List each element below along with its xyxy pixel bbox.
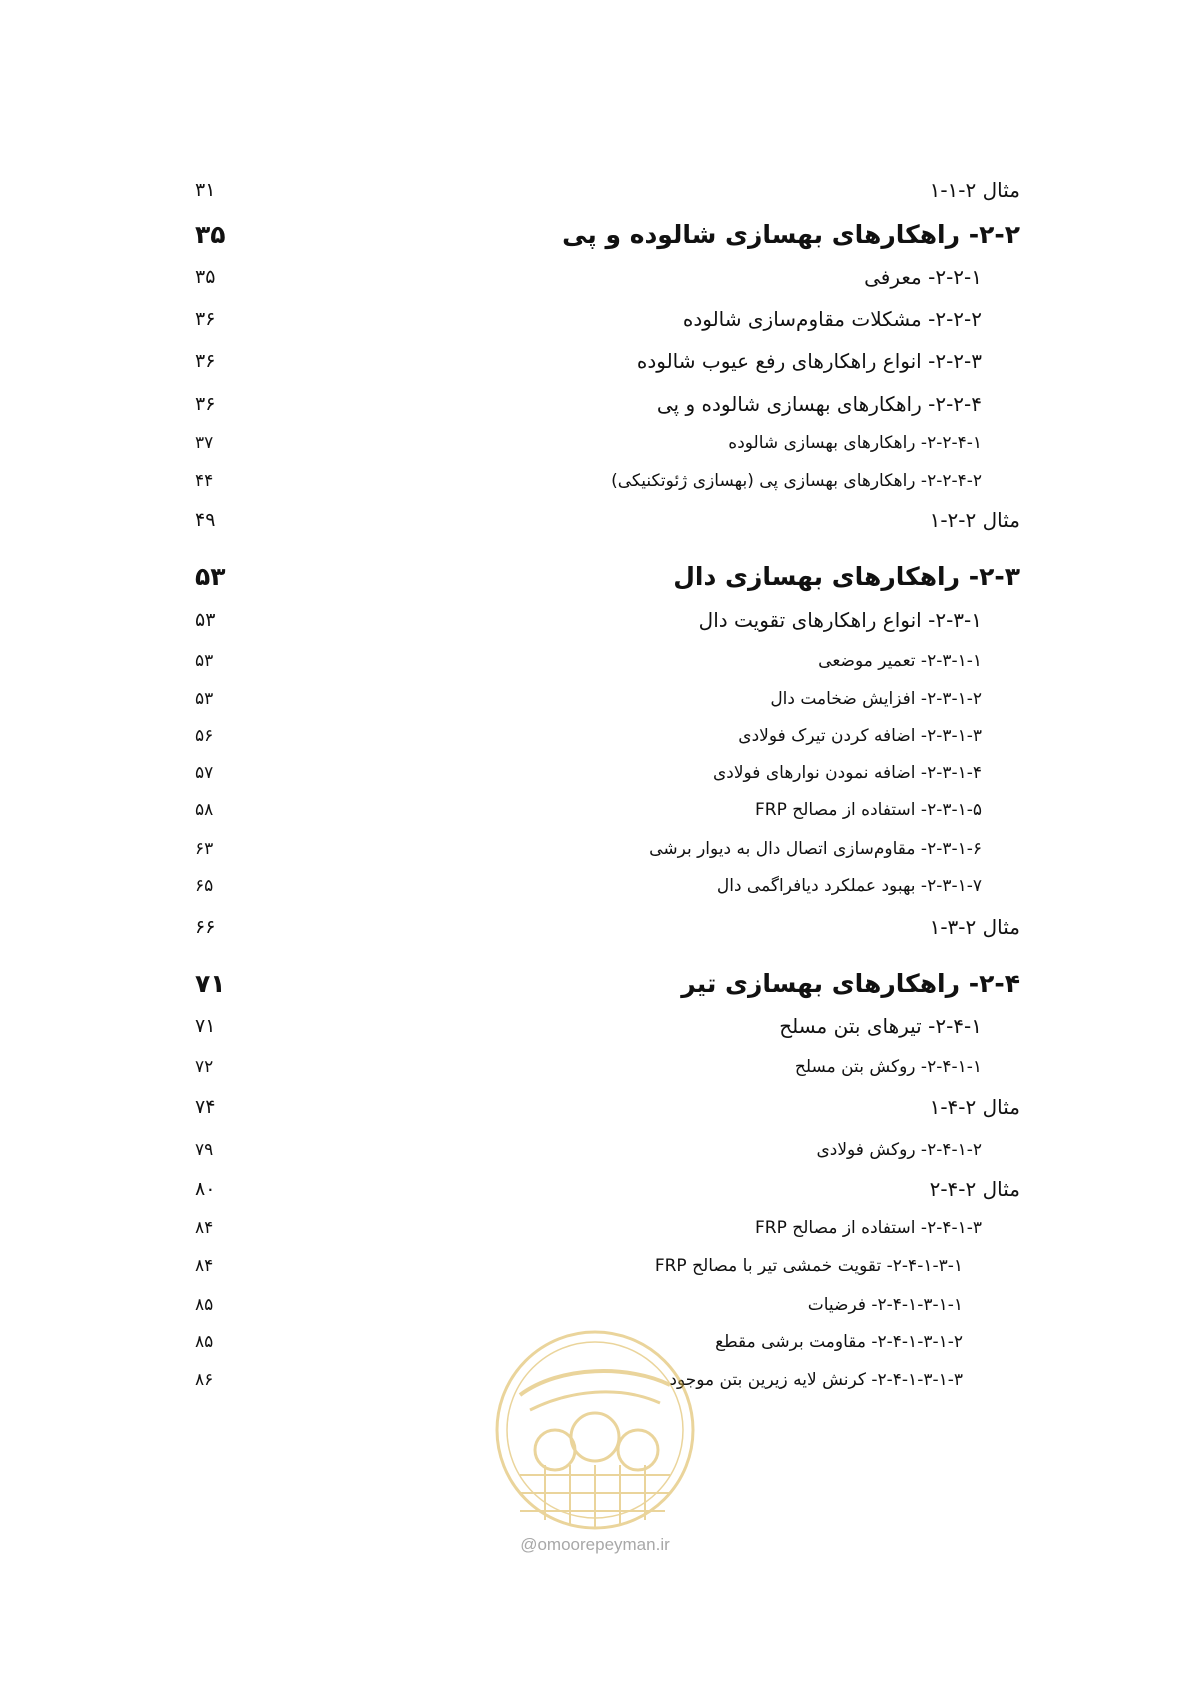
toc-entry-title: ۲-۲-۴-۱- راهکارهای بهسازی شالوده [728, 433, 982, 453]
toc-entry-page: ۵۳ [195, 651, 214, 671]
toc-entry-title: ۲-۴-۱-۱- روکش بتن مسلح [794, 1057, 982, 1077]
toc-entry[interactable] [195, 423, 1020, 463]
toc-entry-title: مثال ۲-۱-۱ [929, 178, 1020, 202]
toc-entry-page: ۶۳ [195, 839, 214, 859]
toc-entry-title: ۲-۳-۱-۶- مقاوم‌سازی اتصال دال به دیوار برشی [649, 839, 982, 859]
toc-entry-page: ۸۰ [195, 1178, 216, 1200]
toc-entry[interactable] [195, 963, 1020, 1003]
toc-entry[interactable] [195, 829, 1020, 869]
toc-entry-title: ۲-۴-۱-۳-۱- تقویت خمشی تیر با مصالح FRP [654, 1256, 963, 1276]
toc-entry-title: ۲-۳-۱-۳- اضافه کردن تیرک فولادی [738, 726, 982, 746]
toc-entry-page: ۳۱ [195, 179, 216, 201]
toc-entry[interactable] [195, 500, 1020, 540]
toc-entry-page: ۳۶ [195, 393, 216, 415]
toc-entry-page: ۵۳ [195, 609, 216, 631]
toc-entry[interactable] [195, 1169, 1020, 1209]
toc-entry-page: ۶۵ [195, 876, 214, 896]
toc-entry-page: ۸۴ [195, 1256, 214, 1276]
toc-entry-page: ۵۶ [195, 726, 214, 746]
toc-entry[interactable] [195, 170, 1020, 210]
toc-entry-title: ۲-۳-۱-۱- تعمیر موضعی [818, 651, 982, 671]
toc-entry-title: ۲-۴-۱- تیرهای بتن مسلح [779, 1014, 982, 1038]
toc-entry-page: ۷۴ [195, 1096, 216, 1118]
toc-entry-title: ۲-۳-۱-۵- استفاده از مصالح FRP [755, 800, 982, 820]
toc-entry-title: ۲-۴-۱-۳- استفاده از مصالح FRP [755, 1218, 982, 1238]
toc-entry-page: ۷۲ [195, 1057, 214, 1077]
toc-entry-title: ۲-۳-۱-۴- اضافه نمودن نوارهای فولادی [712, 763, 982, 783]
toc-entry-page: ۴۹ [195, 509, 216, 531]
toc-entry-title: ۲-۳-۱-۲- افزایش ضخامت دال [770, 689, 982, 709]
toc-entry-title: ۲-۲- راهکارهای بهسازی شالوده و پی [562, 219, 1020, 249]
toc-entry-page: ۷۹ [195, 1140, 214, 1160]
toc-entry-title: مثال ۲-۲-۱ [929, 508, 1020, 532]
toc-entry-page: ۳۵ [195, 266, 216, 288]
toc-entry-page: ۸۵ [195, 1332, 214, 1352]
toc-entry-title: ۲-۲-۴- راهکارهای بهسازی شالوده و پی [656, 392, 982, 416]
toc-entry-title: ۲-۲-۲- مشکلات مقاوم‌سازی شالوده [682, 307, 982, 331]
toc-entry-title: ۲-۳-۱-۷- بهبود عملکرد دیافراگمی دال [716, 876, 982, 896]
toc-entry-page: ۵۳ [195, 561, 226, 591]
watermark-logo-icon [490, 1325, 700, 1535]
toc-entry[interactable] [195, 1285, 1020, 1325]
toc-entry-title: ۲-۴-۱-۳-۱-۱- فرضیات [807, 1295, 963, 1315]
toc-entry-page: ۴۴ [195, 471, 214, 491]
toc-entry[interactable] [195, 1208, 1020, 1248]
toc-entry-title: ۲-۲-۱- معرفی [864, 265, 982, 289]
toc-entry-page: ۵۸ [195, 800, 214, 820]
toc-entry[interactable] [195, 1087, 1020, 1127]
toc-entry[interactable] [195, 716, 1020, 756]
toc-entry-title: مثال ۲-۴-۲ [929, 1177, 1020, 1201]
toc-entry-page: ۸۴ [195, 1218, 214, 1238]
toc-entry[interactable] [195, 790, 1020, 830]
toc-entry-page: ۸۶ [195, 1370, 214, 1390]
toc-entry-page: ۷۱ [195, 968, 226, 998]
toc-entry-page: ۳۶ [195, 350, 216, 372]
toc-entry[interactable] [195, 600, 1020, 640]
toc-entry-title: ۲-۲-۳- انواع راهکارهای رفع عیوب شالوده [636, 349, 982, 373]
toc-entry[interactable] [195, 679, 1020, 719]
toc-entry-page: ۵۷ [195, 763, 214, 783]
footer-website[interactable]: @omoorepeyman.ir [520, 1535, 670, 1554]
toc-entry-page: ۸۵ [195, 1295, 214, 1315]
toc-entry-title: مثال ۲-۳-۱ [929, 915, 1020, 939]
toc-entry[interactable] [195, 1246, 1020, 1286]
toc-entry-page: ۵۳ [195, 689, 214, 709]
toc-entry-page: ۳۶ [195, 308, 216, 330]
toc-entry[interactable] [195, 384, 1020, 424]
toc-entry[interactable] [195, 556, 1020, 596]
toc-entry[interactable] [195, 214, 1020, 254]
toc-entry[interactable] [195, 461, 1020, 501]
toc-entry-title: ۲-۳-۱- انواع راهکارهای تقویت دال [698, 608, 982, 632]
toc-entry-title: ۲-۴-۱-۳-۱-۲- مقاومت برشی مقطع [715, 1332, 963, 1352]
toc-entry[interactable] [195, 866, 1020, 906]
toc-entry-title: ۲-۴-۱-۲- روکش فولادی [816, 1140, 982, 1160]
toc-entry[interactable] [195, 1006, 1020, 1046]
toc-entry[interactable] [195, 1130, 1020, 1170]
toc-entry-page: ۷۱ [195, 1015, 216, 1037]
toc-entry[interactable] [195, 257, 1020, 297]
toc-entry[interactable] [195, 1047, 1020, 1087]
toc-entry-title: ۲-۴-۱-۳-۱-۳- کرنش لایه زیرین بتن موجود [669, 1370, 963, 1390]
toc-entry-page: ۳۷ [195, 433, 214, 453]
toc-entry[interactable] [195, 299, 1020, 339]
toc-entry[interactable] [195, 641, 1020, 681]
toc-entry[interactable] [195, 753, 1020, 793]
toc-entry-title: ۲-۴- راهکارهای بهسازی تیر [681, 968, 1020, 998]
toc-entry[interactable] [195, 341, 1020, 381]
toc-entry[interactable] [195, 907, 1020, 947]
toc-entry-page: ۶۶ [195, 916, 216, 938]
toc-entry-title: ۲-۳- راهکارهای بهسازی دال [673, 561, 1020, 591]
toc-entry-title: ۲-۲-۴-۲- راهکارهای بهسازی پی (بهسازی ژئوتکنیکی) [611, 471, 982, 491]
toc-entry-title: مثال ۲-۴-۱ [929, 1095, 1020, 1119]
toc-entry-page: ۳۵ [195, 219, 226, 249]
